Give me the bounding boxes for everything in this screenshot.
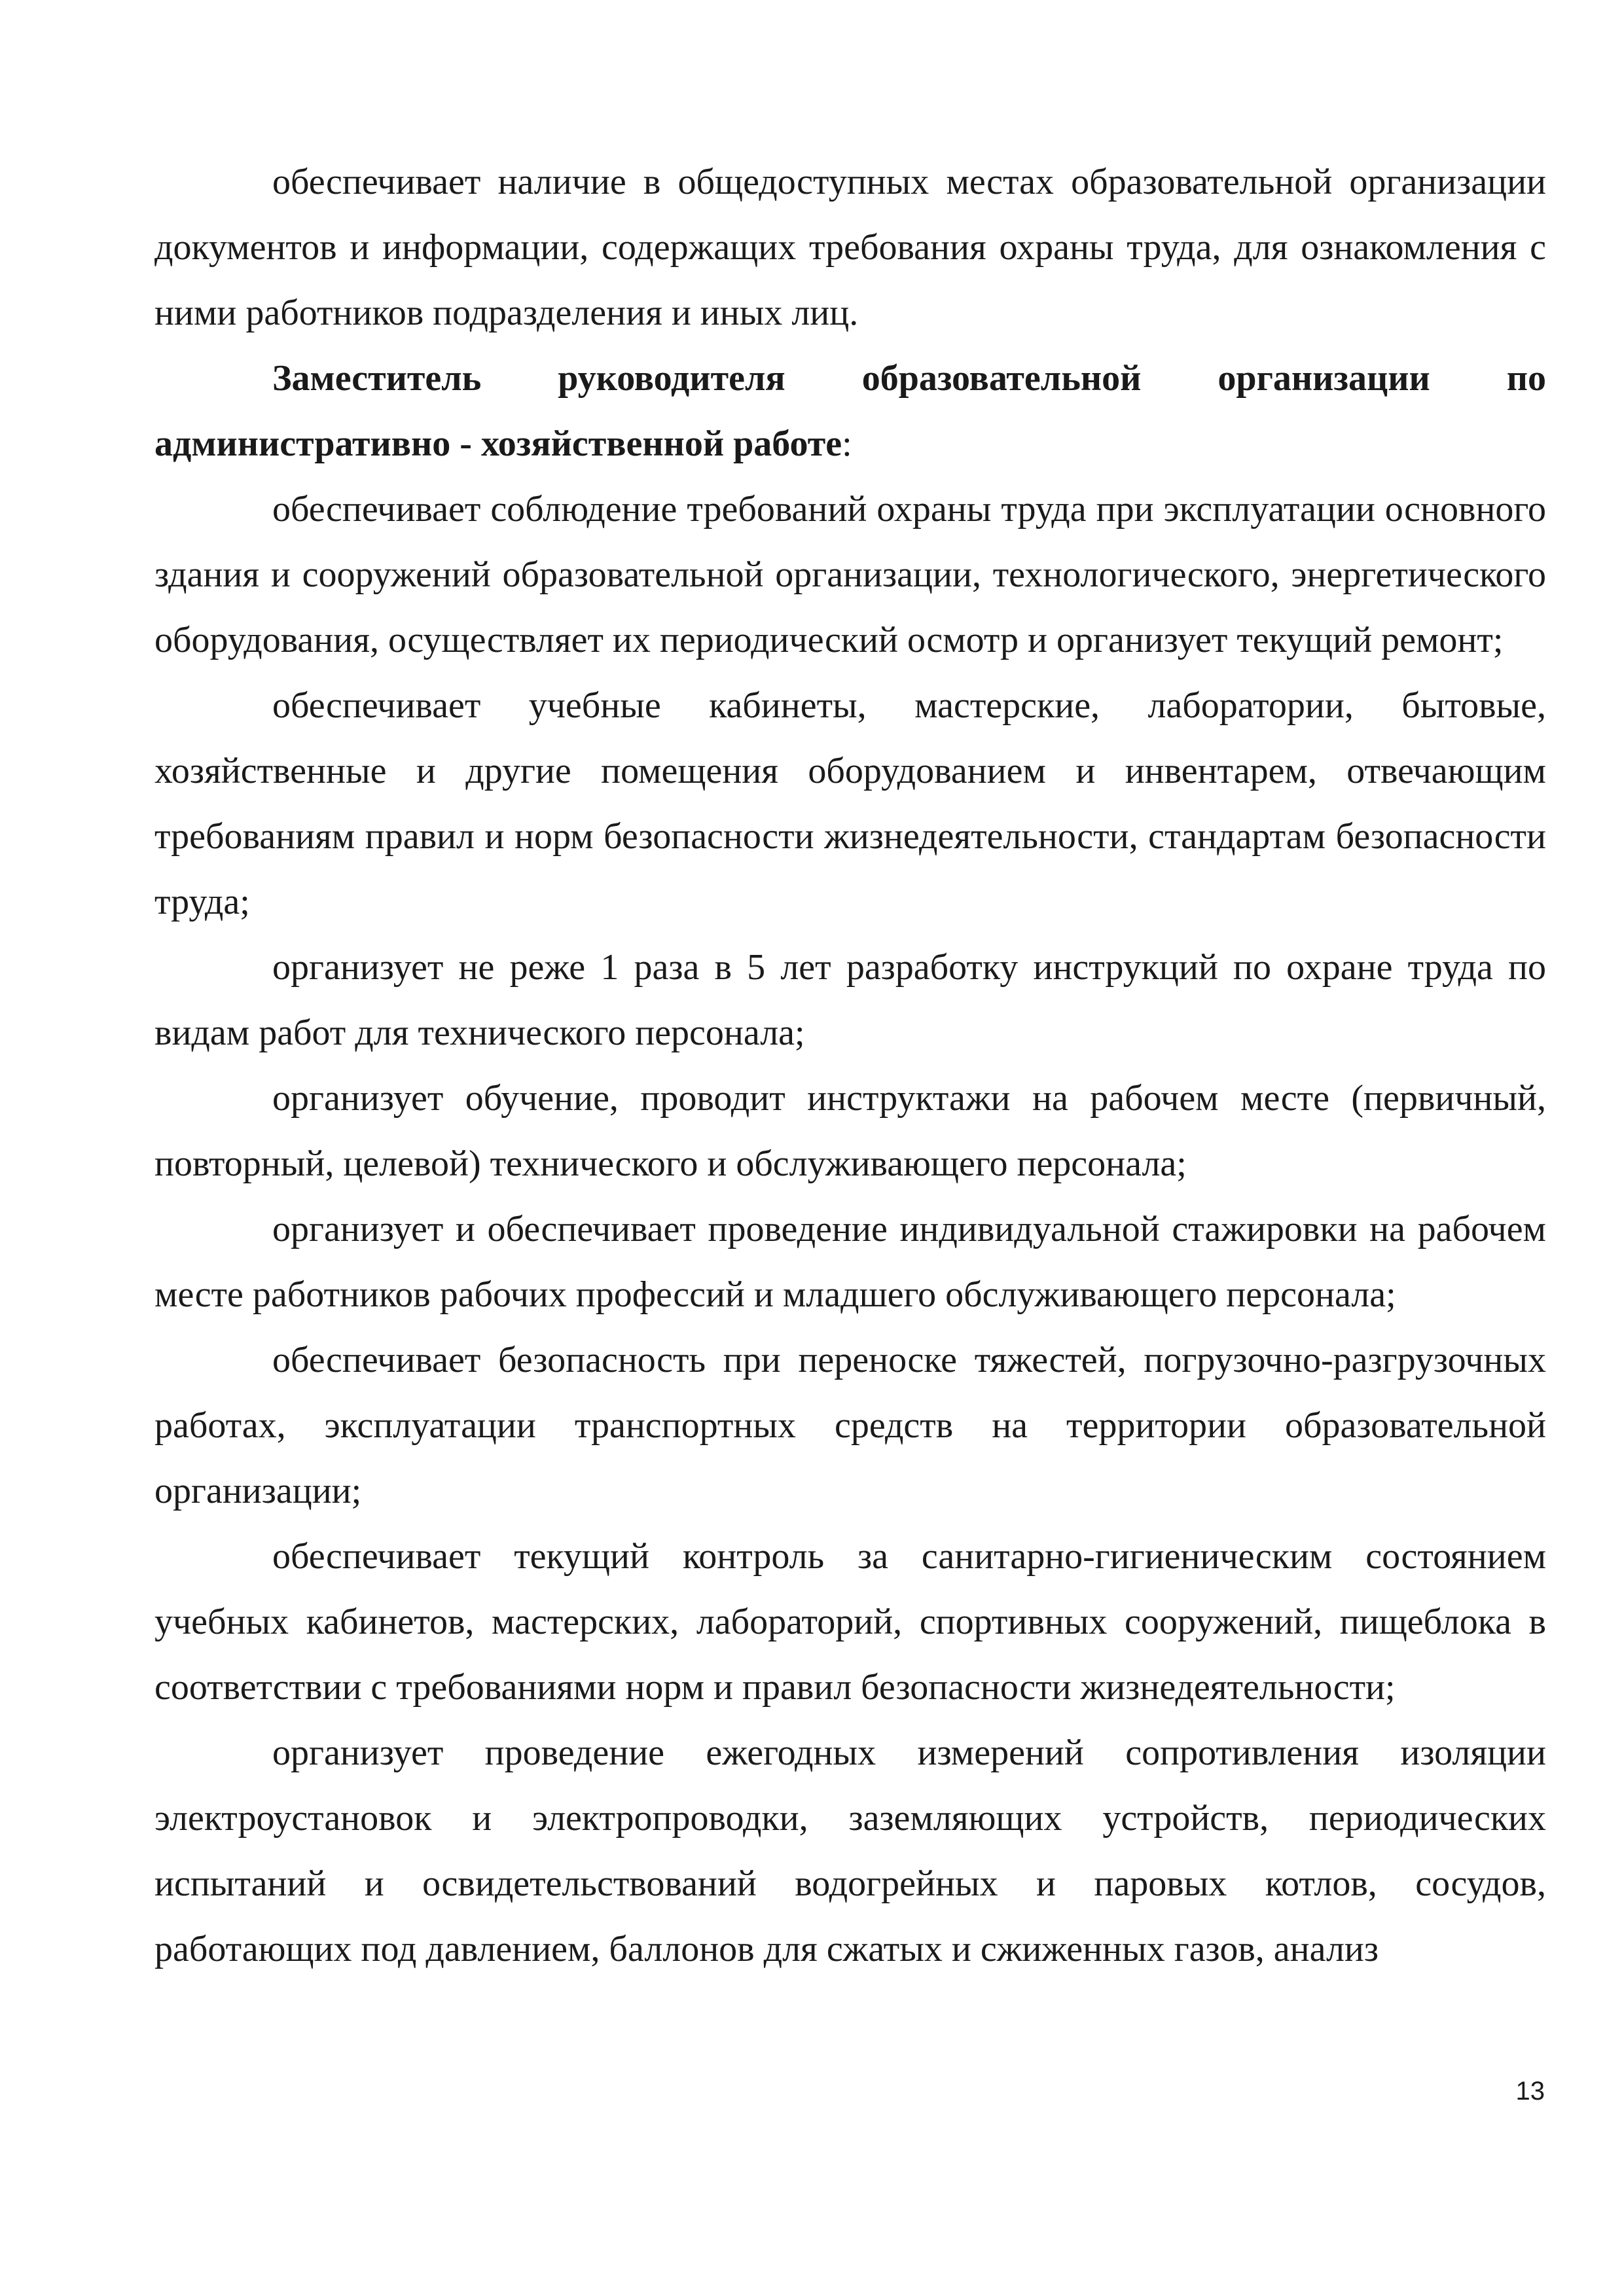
paragraph-instructions: организует не реже 1 раза в 5 лет разработку инструкций по охране труда по видам работ для технического персонала; [154, 947, 1546, 1053]
heading-deputy-director: Заместитель руководителя образовательной организации по административно - хозяйственной работе [154, 358, 1546, 464]
paragraph-internship: организует и обеспечивает проведение индивидуальной стажировки на рабочем месте работников рабочих профессий и младшего обслуживающего персонала; [154, 1209, 1546, 1315]
paragraph-building-safety: обеспечивает соблюдение требований охраны труда при эксплуатации основного здания и сооружений образовательной организации, технологического, энергетического оборудования, осуществляет их периодический осмотр и организует текущий ремонт; [154, 489, 1546, 660]
page-number: 13 [1515, 2077, 1545, 2106]
paragraph-equipment: обеспечивает учебные кабинеты, мастерские, лаборатории, бытовые, хозяйственные и другие помещения оборудованием и инвентарем, отвечающим требованиям правил и норм безопасности жизнедеятельности, стандартам безопасности труда; [154, 685, 1546, 922]
paragraph-heavy-loads: обеспечивает безопасность при переноске тяжестей, погрузочно-разгрузочных работах, эксплуатации транспортных средств на территории образовательной организации; [154, 1340, 1546, 1511]
document-page [154, 149, 1546, 1982]
heading-colon: : [842, 423, 852, 464]
paragraph-training: организует обучение, проводит инструктажи на рабочем месте (первичный, повторный, целевой) технического и обслуживающего персонала; [154, 1078, 1546, 1184]
paragraph-public-info: обеспечивает наличие в общедоступных местах образовательной организации документов и информации, содержащих требования охраны труда, для ознакомления с ними работников подразделения и иных лиц. [154, 162, 1546, 333]
paragraph-measurements: организует проведение ежегодных измерений сопротивления изоляции электроустановок и электропроводки, заземляющих устройств, периодических испытаний и освидетельствований водогрейных и паровых котлов, сосудов, работающих под давлением, баллонов для сжатых и сжиженных газов, анализ [154, 1732, 1546, 1969]
section-heading [154, 346, 1546, 476]
paragraph-sanitary-control: обеспечивает текущий контроль за санитарно-гигиеническим состоянием учебных кабинетов, мастерских, лабораторий, спортивных сооружений, пищеблока в соответствии с требованиями норм и правил безопасности жизнедеятельности; [154, 1536, 1546, 1708]
